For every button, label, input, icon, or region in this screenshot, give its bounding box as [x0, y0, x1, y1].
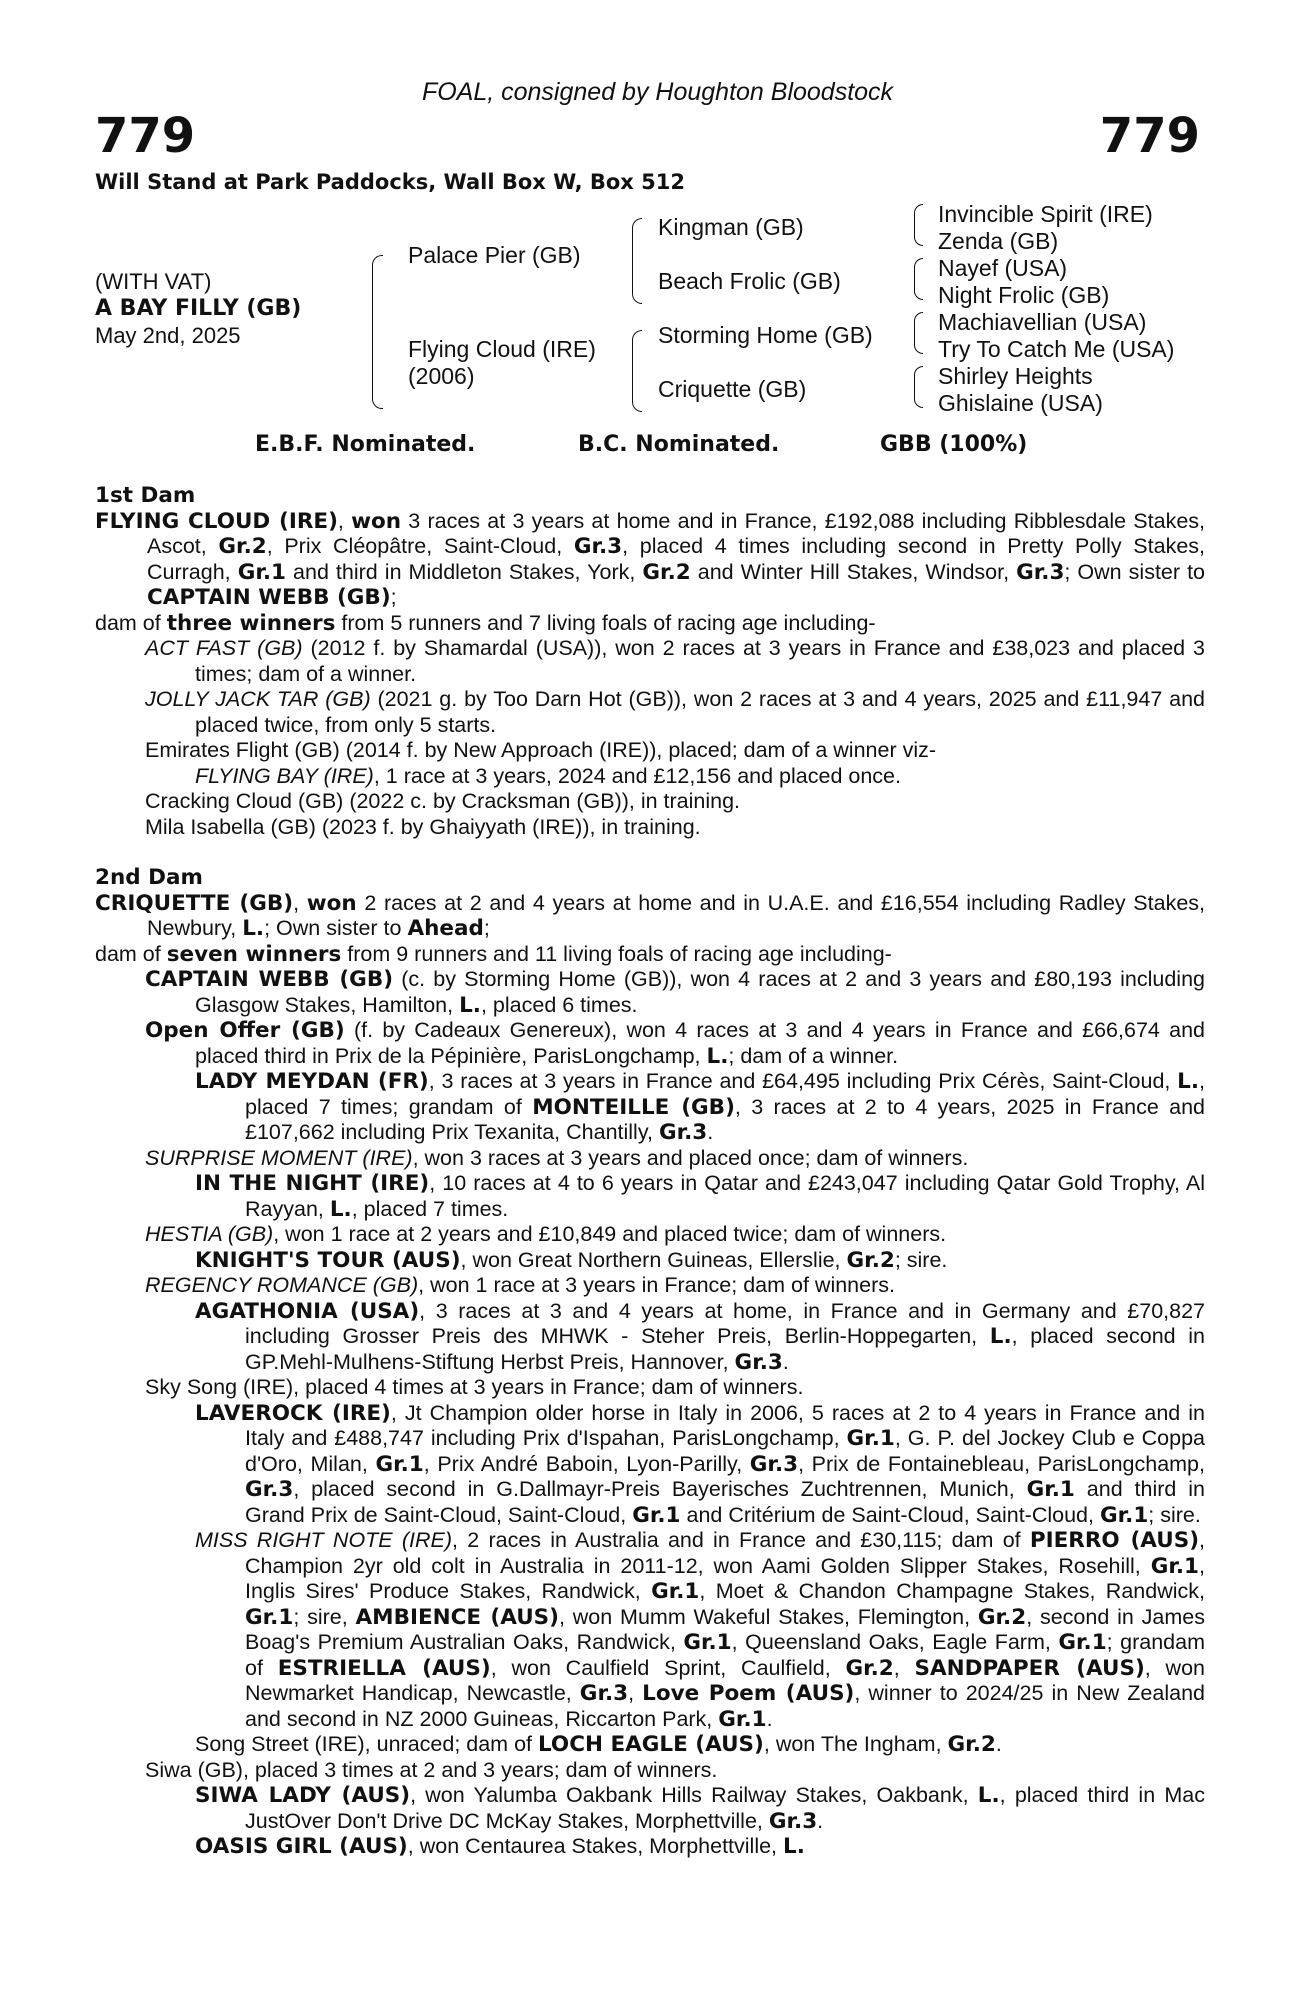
produce-cracking-cloud: Cracking Cloud (GB) (2022 c. by Cracksman (GB)), in training. [145, 789, 741, 813]
bc-nomination: B.C. Nominated. [578, 432, 780, 457]
second-dam-name: CRIQUETTE (GB) [95, 890, 294, 916]
produce-open-offer: Open Offer (GB) (f. by Cadeaux Genereux), won 4 races at 3 and 4 years in France and £66,674 and placed third in Prix de la Pépinière, ParisLongchamp, L.; dam of a winner. [145, 1018, 1206, 1069]
brace-dam-line [632, 330, 642, 412]
second-dam-record: CRIQUETTE (GB), won 2 races at 2 and 4 years at home and in U.A.E. and £16,554 including Radley Stakes, Newbury, L.; Own sister to Ahead; [95, 890, 1205, 941]
produce-oasis-girl: OASIS GIRL (AUS), won Centaurea Stakes, Morphettville, L. [195, 1834, 805, 1859]
second-dam-heading: 2nd Dam [95, 865, 203, 890]
produce-agathonia: AGATHONIA (USA), 3 races at 3 and 4 years at home, in France and in Germany and £70,827 including Grosser Preis des MHWK - Steher Preis, Berlin-Hoppegarten, L., placed second in GP.Mehl-Mulhens-Stiftung Herbst Preis, Hannover, Gr.3. [195, 1298, 1205, 1375]
second-dam-section [95, 865, 1205, 1860]
brace-g1 [914, 204, 923, 246]
brace-sire-line [632, 218, 642, 304]
g3-ancestor: Nayef (USA) [938, 255, 1068, 281]
sire-dam: Beach Frolic (GB) [658, 268, 841, 294]
ebf-nomination: E.B.F. Nominated. [255, 432, 476, 457]
produce-song-street: Song Street (IRE), unraced; dam of LOCH EAGLE (AUS), won The Ingham, Gr.2. [195, 1732, 1002, 1757]
g6-ancestor: Try To Catch Me (USA) [938, 336, 1175, 362]
dam-sire: Storming Home (GB) [658, 322, 873, 348]
produce-sky-song: Sky Song (IRE), placed 4 times at 3 years in France; dam of winners. [145, 1375, 804, 1399]
produce-act-fast: ACT FAST (GB) (2012 f. by Shamardal (USA)), won 2 races at 3 years in France and £38,023 and placed 3 times; dam of a winner. [145, 636, 1205, 686]
second-dam-won: won [306, 890, 357, 916]
foal-name: A BAY FILLY (GB) [95, 296, 302, 321]
gbb-rating: GBB (100%) [880, 432, 1028, 457]
g4-ancestor: Night Frolic (GB) [938, 282, 1110, 308]
dam-dam: Criquette (GB) [658, 376, 807, 402]
lot-number-left: 779 [95, 108, 196, 164]
produce-mila-isabella: Mila Isabella (GB) (2023 f. by Ghaiyyath (IRE)), in training. [145, 814, 701, 839]
first-dam-section [95, 483, 1205, 840]
brace-g2 [914, 258, 923, 300]
produce-flying-bay: FLYING BAY (IRE), 1 race at 3 years, 2024 and £12,156 and placed once. [195, 763, 901, 788]
consignment-line: FOAL, consigned by Houghton Bloodstock [421, 78, 894, 106]
produce-siwa-lady: SIWA LADY (AUS), won Yalumba Oakbank Hills Railway Stakes, Oakbank, L., placed third in Mac JustOver Don't Drive DC McKay Stakes, Morphettville, Gr.3. [195, 1783, 1206, 1834]
produce-regency-romance: REGENCY ROMANCE (GB), won 1 race at 3 years in France; dam of winners. [145, 1273, 895, 1297]
first-dam-heading: 1st Dam [95, 483, 196, 508]
produce-laverock: LAVEROCK (IRE), Jt Champion older horse in Italy in 2006, 5 races at 2 to 4 years in France and in Italy and £488,747 including Prix d'Ispahan, ParisLongchamp, Gr.1, G. P. del Jockey Club e Coppa d'Oro, Milan, Gr.1, Prix André Baboin, Lyon-Parilly, Gr.3, Prix de Fontainebleau, ParisLongchamp, Gr.3, placed second in G.Dallmayr-Preis Bayerisches Zuchtrennen, Munich, Gr.1 and third in Grand Prix de Saint-Cloud, Saint-Cloud, Gr.1 and Critérium de Saint-Cloud, Saint-Cloud, Gr.1; sire. [195, 1400, 1205, 1528]
sire: Palace Pier (GB) [408, 242, 581, 268]
first-dam-name: FLYING CLOUD (IRE) [95, 508, 338, 534]
produce-miss-right-note: MISS RIGHT NOTE (IRE), 2 races in Australia and in France and £30,115; dam of PIERRO (AUS), Champion 2yr old colt in Australia in 2011-12, won Aami Golden Slipper Stakes, Rosehill, Gr.1, Inglis Sires' Produce Stakes, Randwick, Gr.1, Moet & Chandon Champagne Stakes, Randwick, Gr.1; sire, AMBIENCE (AUS), won Mumm Wakeful Stakes, Flemington, Gr.2, second in James Boag's Premium Australian Oaks, Randwick, Gr.1, Queensland Oaks, Eagle Farm, Gr.1; grandam of ESTRIELLA (AUS), won Caulfield Sprint, Caulfield, Gr.2, SANDPAPER (AUS), won Newmarket Handicap, Newcastle, Gr.3, Love Poem (AUS), winner to 2024/25 in New Zealand and second in NZ 2000 Guineas, Riccarton Park, Gr.1. [195, 1528, 1205, 1732]
first-dam-record: FLYING CLOUD (IRE), won 3 races at 3 years at home and in France, £192,088 including Ribblesdale Stakes, Ascot, Gr.2, Prix Cléopâtre, Saint-Cloud, Gr.3, placed 4 times including second in Pretty Polly Stakes, Curragh, Gr.1 and third in Middleton Stakes, York, Gr.2 and Winter Hill Stakes, Windsor, Gr.3; Own sister to CAPTAIN WEBB (GB); [95, 508, 1206, 610]
g8-ancestor: Ghislaine (USA) [938, 390, 1103, 416]
produce-hestia: HESTIA (GB), won 1 race at 2 years and £10,849 and placed twice; dam of winners. [145, 1222, 947, 1246]
vat-note: (WITH VAT) [95, 269, 212, 294]
dam: Flying Cloud (IRE) [408, 336, 596, 362]
g5-ancestor: Machiavellian (USA) [938, 309, 1147, 335]
brace-g4 [914, 366, 923, 408]
sire-sire: Kingman (GB) [658, 214, 804, 240]
first-dam-produce-intro: dam of three winners from 5 runners and 7 living foals of racing age including- [95, 610, 876, 636]
produce-in-the-night: IN THE NIGHT (IRE), 10 races at 4 to 6 years in Qatar and £243,047 including Qatar Gold Trophy, Al Rayyan, L., placed 7 times. [195, 1171, 1205, 1222]
brace-generation-1 [372, 255, 383, 409]
lot-number-right: 779 [1099, 108, 1200, 164]
g7-ancestor: Shirley Heights [938, 363, 1093, 389]
g2-ancestor: Zenda (GB) [938, 228, 1059, 254]
produce-siwa: Siwa (GB), placed 3 times at 2 and 3 years; dam of winners. [145, 1757, 718, 1782]
dam-year: (2006) [408, 363, 475, 389]
brace-g3 [914, 312, 923, 354]
produce-jolly-jack-tar: JOLLY JACK TAR (GB) (2021 g. by Too Darn Hot (GB)), won 2 races at 3 and 4 years, 2025 and £11,947 and placed twice, from only 5 starts. [145, 687, 1206, 737]
second-dam-produce-intro: dam of seven winners from 9 runners and 11 living foals of racing age including- [95, 941, 892, 967]
produce-surprise-moment: SURPRISE MOMENT (IRE), won 3 races at 3 years and placed once; dam of winners. [145, 1145, 969, 1170]
stand-location: Will Stand at Park Paddocks, Wall Box W, Box 512 [95, 170, 685, 194]
first-dam-won: won [351, 508, 402, 534]
produce-lady-meydan: LADY MEYDAN (FR), 3 races at 3 years in France and £64,495 including Prix Cérès, Saint-Cloud, L., placed 7 times; grandam of MONTEILLE (GB), 3 races at 2 to 4 years, 2025 in France and £107,662 including Prix Texanita, Chantilly, Gr.3. [195, 1069, 1206, 1145]
produce-emirates-flight: Emirates Flight (GB) (2014 f. by New Approach (IRE)), placed; dam of a winner viz- [145, 738, 937, 762]
produce-knights-tour: KNIGHT'S TOUR (AUS), won Great Northern Guineas, Ellerslie, Gr.2; sire. [195, 1247, 948, 1273]
g1-ancestor: Invincible Spirit (IRE) [938, 201, 1153, 227]
foal-date: May 2nd, 2025 [95, 323, 241, 348]
produce-captain-webb: CAPTAIN WEBB (GB) (c. by Storming Home (GB)), won 4 races at 2 and 3 years and £80,193 including Glasgow Stakes, Hamilton, L., placed 6 times. [145, 967, 1205, 1018]
